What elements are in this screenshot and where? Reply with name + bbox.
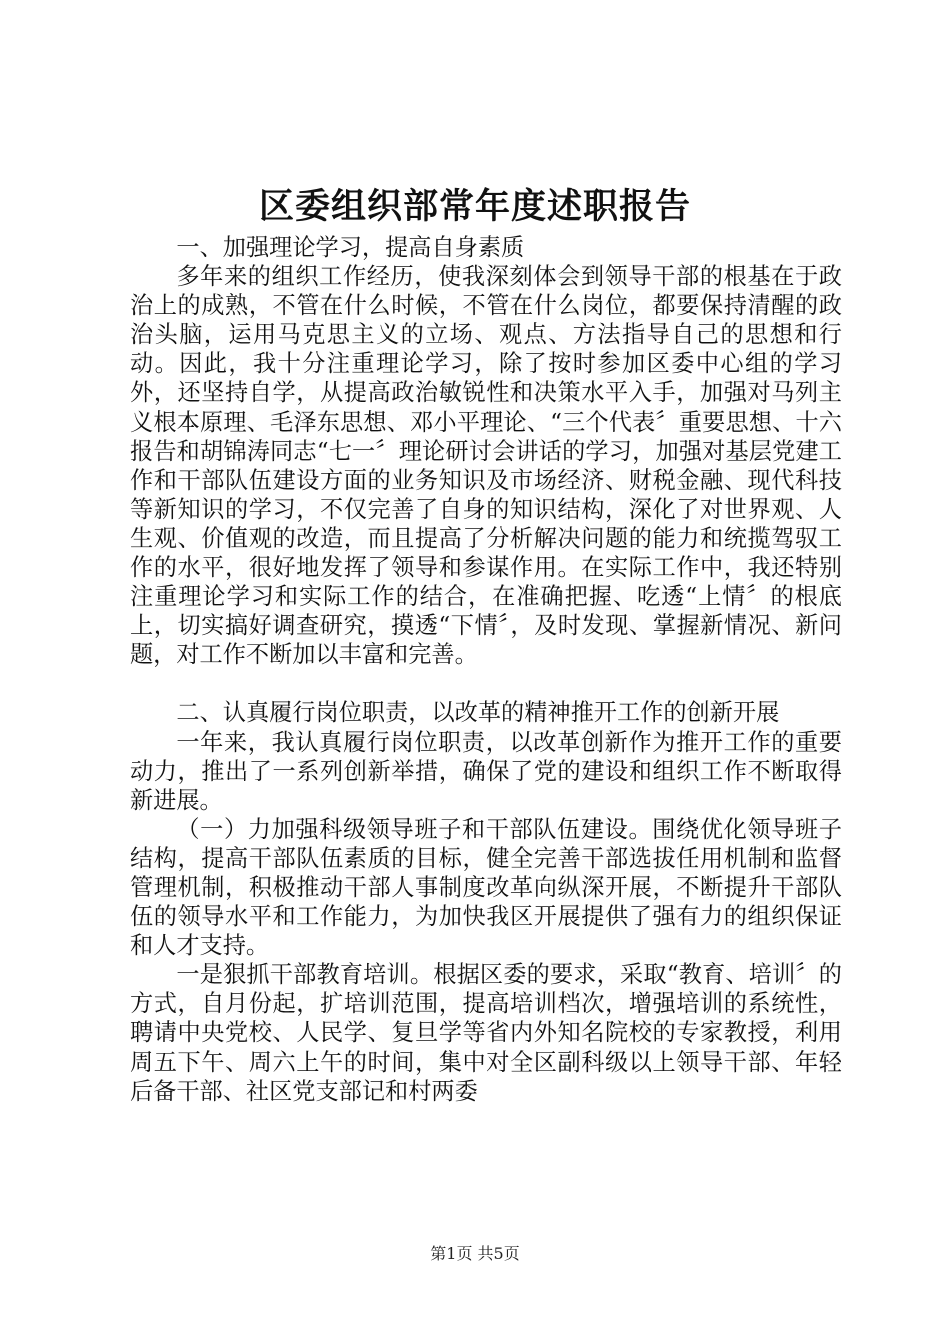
section-gap: [130, 669, 842, 698]
page-footer: 第1页 共5页: [430, 1244, 520, 1263]
document-body: [130, 233, 842, 1106]
section-2-paragraph-3: 一是狠抓干部教育培训。根据区委的要求，采取“教育、培训〞的方式，自月份起，扩培训范围，提高培训档次，增强培训的系统性，聘请中央党校、人民学、复旦学等省内外知名院校的专家教授，利用周五下午、周六上午的时间，集中对全区副科级以上领导干部、年轻后备干部、社区党支部记和村两委: [130, 961, 842, 1105]
section-1-paragraph-1: 多年来的组织工作经历，使我深刻体会到领导干部的根基在于政治上的成熟，不管在什么时候，不管在什么岗位，都要保持清醒的政治头脑，运用马克思主义的立场、观点、方法指导自己的思想和行动。因此，我十分注重理论学习，除了按时参加区委中心组的学习外，还坚持自学，从提高政治敏锐性和决策水平入手，加强对马列主义根本原理、毛泽东思想、邓小平理论、“三个代表〞重要思想、十六报告和胡锦涛同志“七一〞理论研讨会讲话的学习，加强对基层党建工作和干部队伍建设方面的业务知识及市场经济、财税金融、现代科技等新知识的学习，不仅完善了自身的知识结构，深化了对世界观、人生观、价值观的改造，而且提高了分析解决问题的能力和统揽驾驭工作的水平，很好地发挥了领导和参谋作用。在实际工作中，我还特别注重理论学习和实际工作的结合，在准确把握、吃透“上情〞的根底上，切实搞好调查研究，摸透“下情〞，及时发现、掌握新情况、新问题，对工作不断加以丰富和完善。: [130, 263, 842, 669]
document-title: 区委组织部常年度述职报告: [258, 186, 691, 227]
section-2-paragraph-2: （一）力加强科级领导班子和干部队伍建设。围绕优化领导班子结构，提高干部队伍素质的目标，健全完善干部选拔任用机制和监督管理机制，积极推动干部人事制度改革向纵深开展，不断提升干部队伍的领导水平和工作能力，为加快我区开展提供了强有力的组织保证和人才支持。: [130, 815, 842, 960]
section-1-heading: 一、加强理论学习，提高自身素质: [176, 234, 525, 261]
section-2-heading: 二、认真履行岗位职责，以改革的精神推开工作的创新开展: [176, 699, 780, 727]
section-2-paragraph-1: 一年来，我认真履行岗位职责，以改革创新作为推开工作的重要动力，推出了一系列创新举措，确保了党的建设和组织工作不断取得新进展。: [130, 728, 842, 814]
